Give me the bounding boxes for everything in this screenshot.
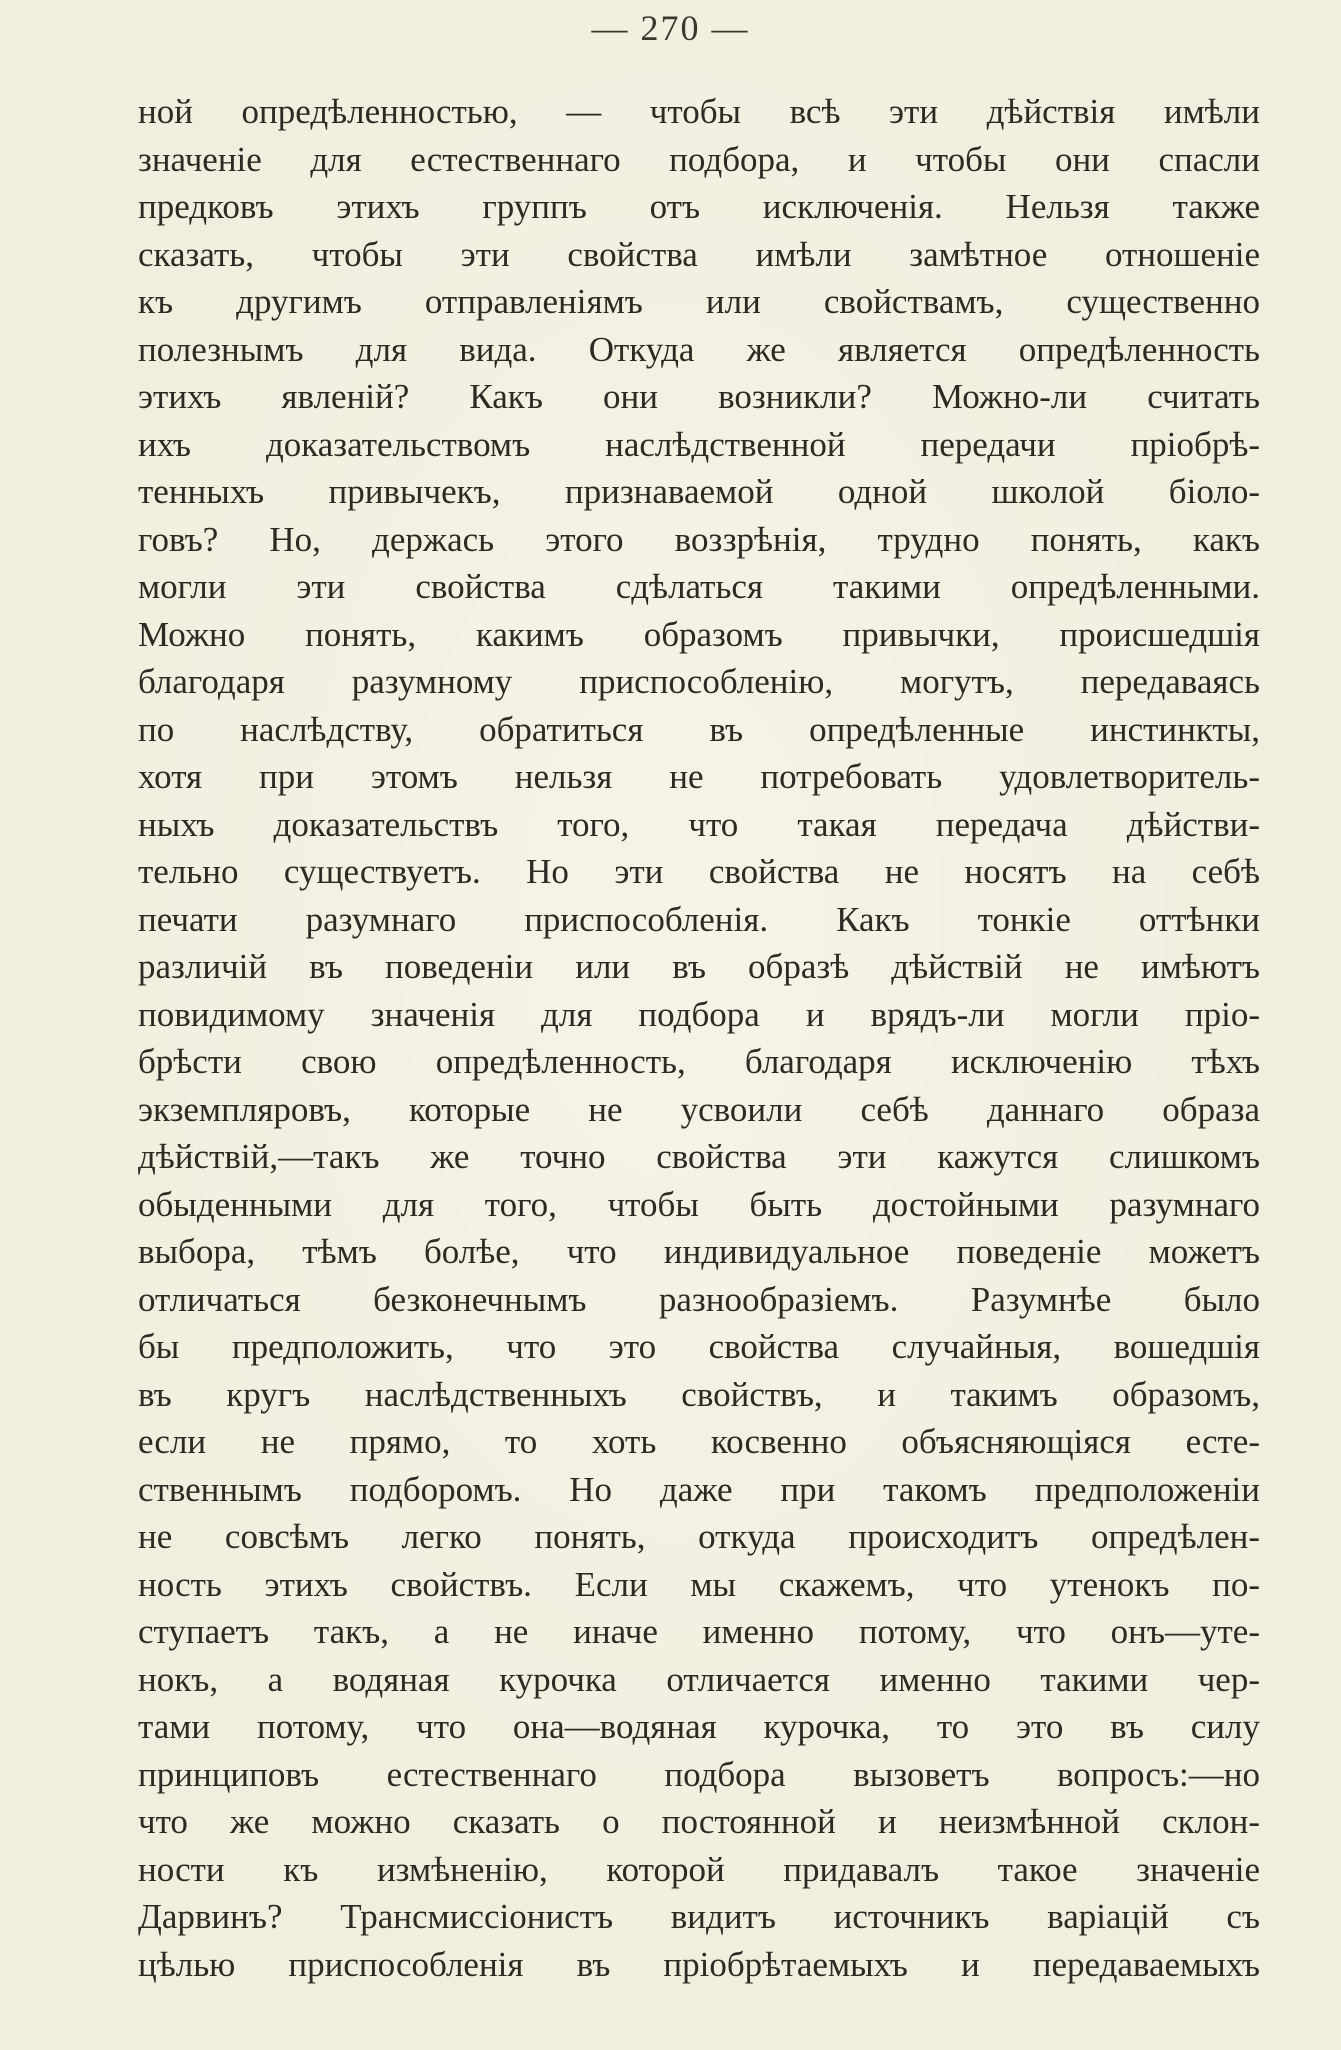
text-line: благодаря разумному приспособленію, могутъ, передаваясь <box>138 662 1260 701</box>
text-line: брѣсти свою опредѣленность, благодаря исключенію тѣхъ <box>138 1042 1260 1081</box>
body-text <box>138 88 1260 1988</box>
text-line: тенныхъ привычекъ, признаваемой одной школой біоло- <box>138 472 1260 511</box>
text-line: ступаетъ такъ, а не иначе именно потому, что онъ—уте- <box>138 1612 1260 1651</box>
text-line: тами потому, что она—водяная курочка, то это въ силу <box>138 1707 1260 1746</box>
text-line: ной опредѣленностью, — чтобы всѣ эти дѣйствія имѣли <box>138 92 1260 131</box>
text-line: печати разумнаго приспособленія. Какъ тонкіе оттѣнки <box>138 899 1260 939</box>
page-number: — 270 — <box>591 8 750 48</box>
text-line: предковъ этихъ группъ отъ исключенія. Нельзя также <box>138 187 1260 226</box>
text-line: обыденными для того, чтобы быть достойными разумнаго <box>138 1184 1260 1224</box>
text-line: нокъ, а водяная курочка отличается именно такими чер- <box>138 1659 1260 1699</box>
text-line: говъ? Но, держась этого воззрѣнія, трудно понять, какъ <box>138 519 1260 559</box>
text-line: сказать, чтобы эти свойства имѣли замѣтное отношеніе <box>138 234 1260 274</box>
text-line: тельно существуетъ. Но эти свойства не носятъ на себѣ <box>138 852 1260 891</box>
text-line: ныхъ доказательствъ того, что такая передача дѣйстви- <box>138 804 1260 844</box>
text-line: цѣлью приспособленія въ пріобрѣтаемыхъ и передаваемыхъ <box>138 1944 1260 1984</box>
text-line: если не прямо, то хоть косвенно объясняющіяся есте- <box>138 1422 1260 1461</box>
text-line: бы предположить, что это свойства случайныя, вошедшія <box>138 1327 1260 1366</box>
text-line: ственнымъ подборомъ. Но даже при такомъ предположеніи <box>138 1469 1260 1509</box>
text-line: экземпляровъ, которые не усвоили себѣ даннаго образа <box>138 1089 1260 1129</box>
text-line: могли эти свойства сдѣлаться такими опредѣленными. <box>138 567 1260 606</box>
text-line: значеніе для естественнаго подбора, и чтобы они спасли <box>138 139 1260 179</box>
text-line: что же можно сказать о постоянной и неизмѣнной склон- <box>138 1802 1260 1841</box>
text-line: отличаться безконечнымъ разнообразіемъ. Разумнѣе было <box>138 1279 1260 1319</box>
text-line: полезнымъ для вида. Откуда же является опредѣленность <box>138 329 1260 369</box>
text-line: по наслѣдству, обратиться въ опредѣленные инстинкты, <box>138 709 1260 749</box>
text-line: принциповъ естественнаго подбора вызоветъ вопросъ:—но <box>138 1754 1260 1794</box>
text-line: повидимому значенія для подбора и врядъ-ли могли пріо- <box>138 994 1260 1034</box>
text-line: ность этихъ свойствъ. Если мы скажемъ, что утенокъ по- <box>138 1564 1260 1604</box>
text-line: дѣйствій,—такъ же точно свойства эти кажутся слишкомъ <box>138 1137 1260 1176</box>
text-line: хотя при этомъ нельзя не потребовать удовлетворитель- <box>138 757 1260 796</box>
text-line: въ кругъ наслѣдственныхъ свойствъ, и такимъ образомъ, <box>138 1374 1260 1414</box>
text-line: Дарвинъ? Трансмиссіонистъ видитъ источникъ варіацій съ <box>138 1897 1260 1936</box>
text-line: различій въ поведеніи или въ образѣ дѣйствій не имѣютъ <box>138 947 1260 986</box>
text-line: этихъ явленій? Какъ они возникли? Можно-ли считать <box>138 377 1260 416</box>
text-line: выбора, тѣмъ болѣе, что индивидуальное поведеніе можетъ <box>138 1232 1260 1271</box>
text-line: ихъ доказательствомъ наслѣдственной передачи пріобрѣ- <box>138 424 1260 464</box>
text-line: къ другимъ отправленіямъ или свойствамъ, существенно <box>138 282 1260 321</box>
text-line: не совсѣмъ легко понять, откуда происходитъ опредѣлен- <box>138 1517 1260 1556</box>
text-line: Можно понять, какимъ образомъ привычки, происшедшія <box>138 614 1260 654</box>
text-line: ности къ измѣненію, которой придавалъ такое значеніе <box>138 1849 1260 1889</box>
